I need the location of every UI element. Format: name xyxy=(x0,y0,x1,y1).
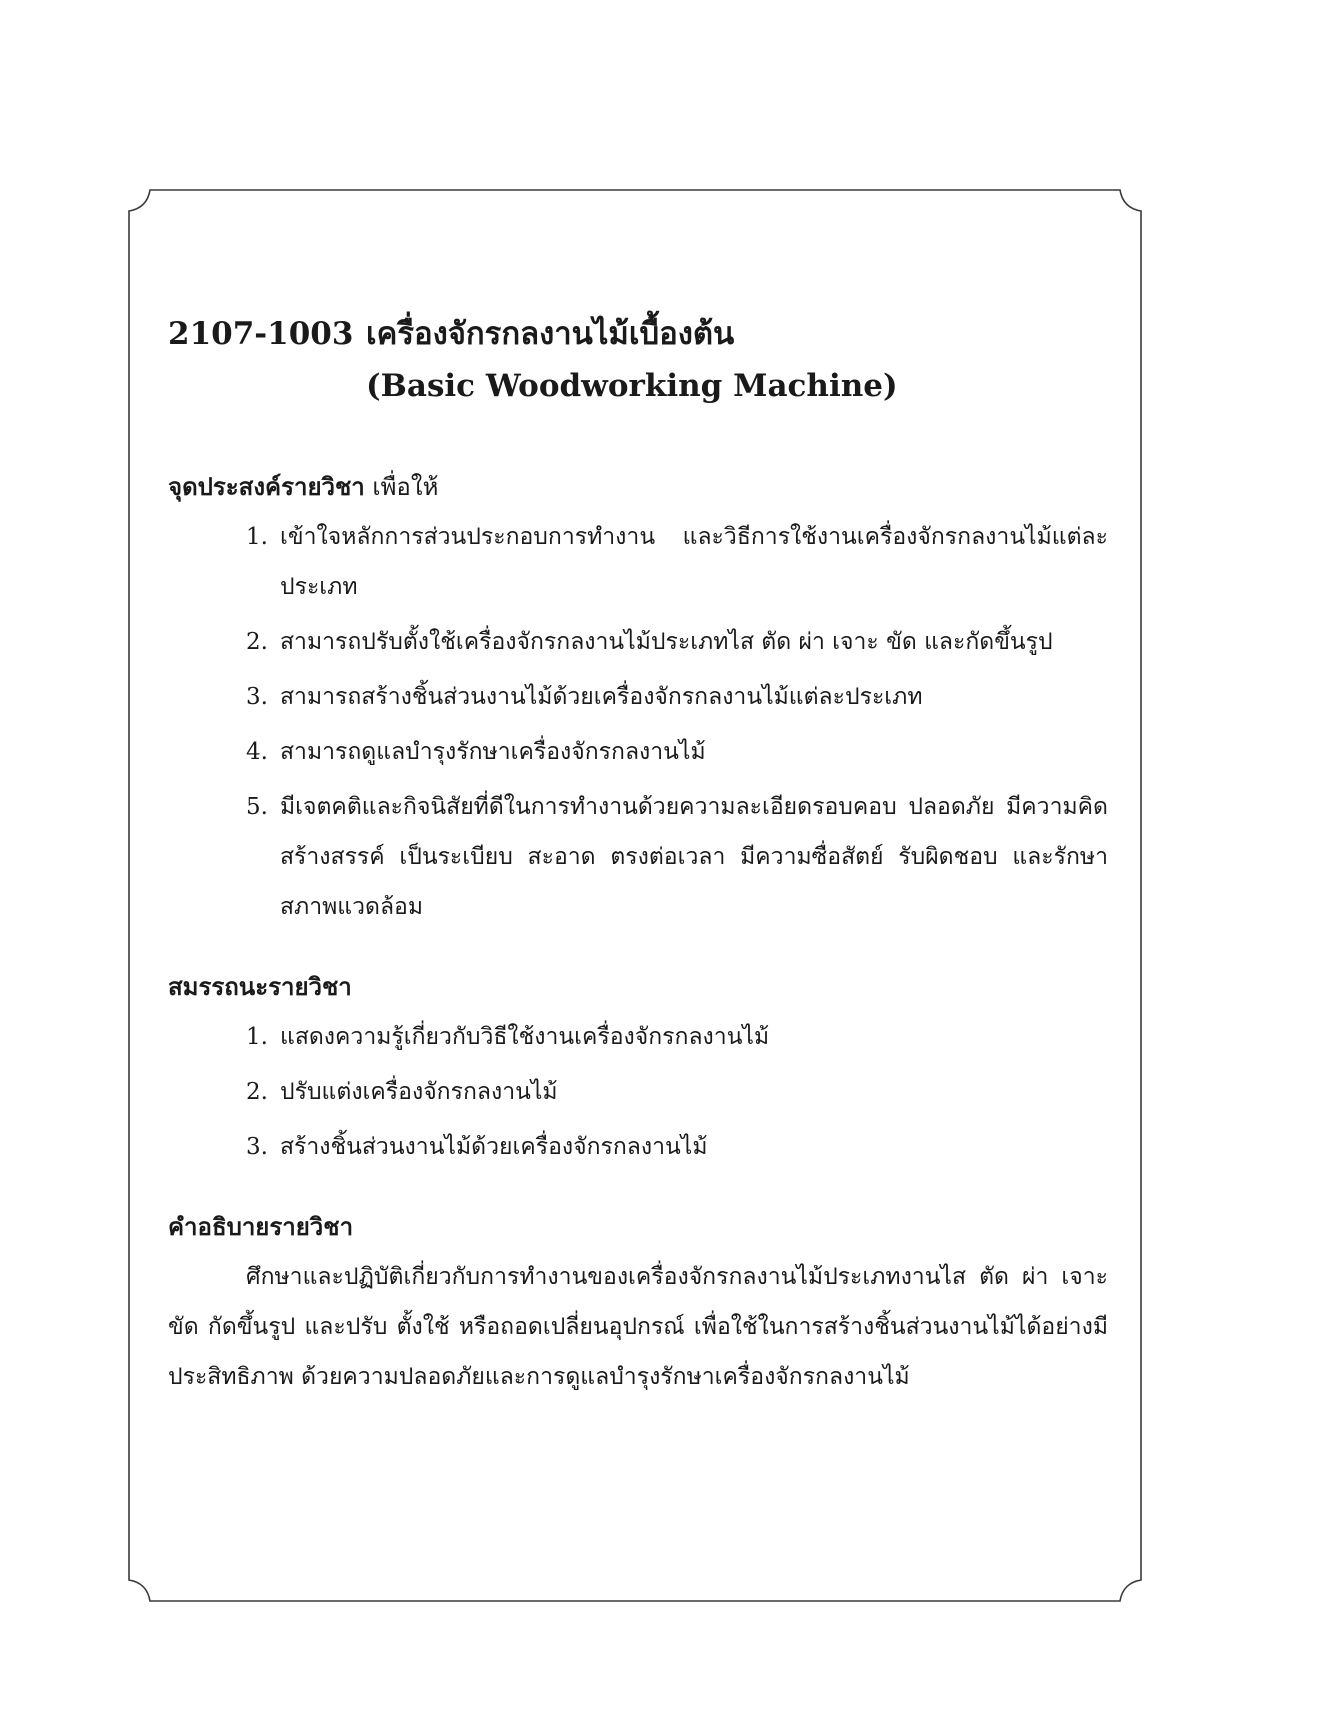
list-item-text: มีเจตคติและกิจนิสัยที่ดีในการทำงานด้วยความละเอียดรอบคอบ ปลอดภัย มีความคิดสร้างสรรค์ เป็นระเบียบ สะอาด ตรงต่อเวลา มีความซื่อสัตย์ รับผิดชอบ และรักษาสภาพแวดล้อม xyxy=(280,794,1108,920)
list-item-text: สามารถปรับตั้งใช้เครื่องจักรกลงานไม้ประเภทไส ตัด ผ่า เจาะ ขัด และกัดขึ้นรูป xyxy=(280,629,1053,655)
list-item-text: แสดงความรู้เกี่ยวกับวิธีใช้งานเครื่องจักรกลงานไม้ xyxy=(280,1024,770,1050)
list-item-number: 1. xyxy=(246,524,268,550)
list-item-number: 2. xyxy=(246,1079,268,1105)
competencies-section xyxy=(168,962,1108,1172)
description-section xyxy=(168,1202,1108,1402)
course-title-thai: เครื่องจักรกลงานไม้เบื้องต้น xyxy=(366,316,735,352)
list-item-number: 3. xyxy=(246,684,268,710)
description-heading xyxy=(168,1202,1108,1252)
competencies-list xyxy=(168,1012,1108,1172)
competencies-heading-title: สมรรถนะรายวิชา xyxy=(168,972,352,1001)
list-item xyxy=(246,1012,1108,1062)
list-item-number: 3. xyxy=(246,1134,268,1160)
course-title-english: (Basic Woodworking Machine) xyxy=(366,368,898,404)
list-item xyxy=(246,727,1108,777)
list-item xyxy=(246,512,1108,612)
list-item xyxy=(246,617,1108,667)
competencies-heading xyxy=(168,962,1108,1012)
list-item-text: สามารถสร้างชิ้นส่วนงานไม้ด้วยเครื่องจักรกลงานไม้แต่ละประเภท xyxy=(280,684,923,710)
objectives-heading-suffix: เพื่อให้ xyxy=(372,473,439,501)
list-item xyxy=(246,1122,1108,1172)
objectives-list xyxy=(168,512,1108,932)
objectives-heading-title: จุดประสงค์รายวิชา xyxy=(168,472,365,501)
list-item xyxy=(246,782,1108,932)
course-code: 2107-1003 xyxy=(168,316,354,352)
list-item-number: 5. xyxy=(246,794,268,820)
list-item-text: เข้าใจหลักการส่วนประกอบการทำงาน และวิธีการใช้งานเครื่องจักรกลงานไม้แต่ละประเภท xyxy=(280,524,1108,600)
page-content xyxy=(168,308,1108,1432)
list-item-text: สามารถดูแลบำรุงรักษาเครื่องจักรกลงานไม้ xyxy=(280,739,706,765)
list-item xyxy=(246,1067,1108,1117)
list-item xyxy=(246,672,1108,722)
list-item-number: 4. xyxy=(246,739,268,765)
list-item-number: 2. xyxy=(246,629,268,655)
description-heading-title: คำอธิบายรายวิชา xyxy=(168,1212,354,1241)
objectives-section xyxy=(168,462,1108,932)
list-item-number: 1. xyxy=(246,1024,268,1050)
description-text: ศึกษาและปฏิบัติเกี่ยวกับการทำงานของเครื่องจักรกลงานไม้ประเภทงานไส ตัด ผ่า เจาะ ขัด กัดขึ้นรูป และปรับ ตั้งใช้ หรือถอดเปลี่ยนอุปกรณ์ เพื่อใช้ในการสร้างชิ้นส่วนงานไม้ได้อย่างมีประสิทธิภาพ ด้วยความปลอดภัยและการดูแลบำรุงรักษาเครื่องจักรกลงานไม้ xyxy=(168,1264,1108,1390)
list-item-text: ปรับแต่งเครื่องจักรกลงานไม้ xyxy=(280,1079,558,1105)
objectives-heading xyxy=(168,462,1108,512)
course-title-block xyxy=(168,308,1108,412)
list-item-text: สร้างชิ้นส่วนงานไม้ด้วยเครื่องจักรกลงานไม้ xyxy=(280,1134,708,1160)
course-names xyxy=(366,308,898,412)
